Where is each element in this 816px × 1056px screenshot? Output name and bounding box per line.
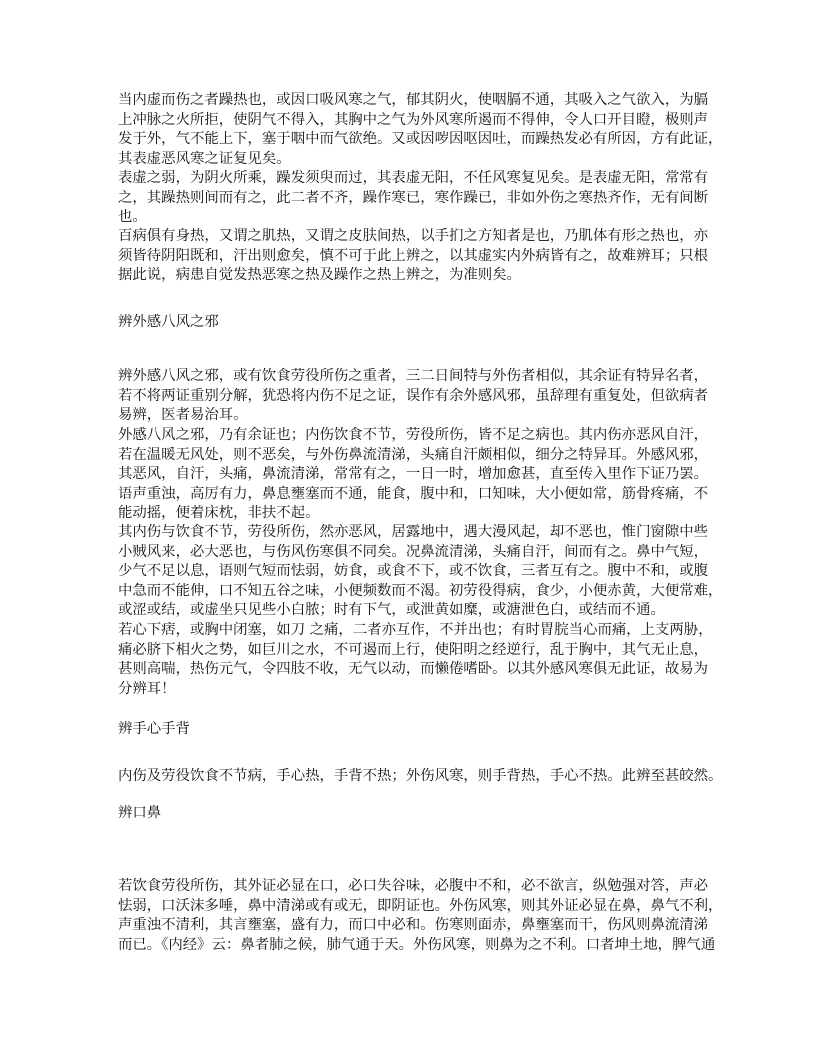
text-line: 内伤及劳役饮食不节病，手心热，手背不热；外伤风寒，则手背热，手心不热。此辨至甚皎然。: [118, 768, 723, 784]
paragraph: [118, 426, 709, 524]
text-line: 其恶风，自汗，头痛，鼻流清涕，常常有之，一日一时，增加愈甚，直至传入里作下证乃罢。: [118, 466, 709, 482]
paragraph: [118, 367, 709, 426]
text-line: 小贼风来，必大恶也，与伤风伤寒俱不同矣。况鼻流清涕，头痛自汗，间而有之。鼻中气短，: [118, 543, 709, 560]
text-line: 据此说，病患自觉发热恶寒之热及躁作之热上辨之，为准则矣。: [118, 267, 521, 283]
text-line: 或涩或结，或虚坐只见些小白脓；时有下气，或泄黄如糜，或溏泄色白，或结而不通。: [118, 602, 665, 618]
paragraph: [118, 767, 723, 787]
text-line: 易辨，医者易治耳。: [118, 407, 248, 423]
text-line: 表虚之弱，为阴火所乘，躁发须臾而过，其表虚无阳，不任风寒复见矣。是表虚无阳，常常有: [118, 170, 709, 186]
text-line: 若不将两证重别分解，犹恐将内伤不足之证，误作有余外感风邪，虽辞理有重复处，但欲病者: [118, 387, 709, 404]
paragraph: [118, 169, 709, 228]
text-line: 能动摇，便着床枕，非扶不起。: [118, 505, 320, 521]
paragraph: [118, 227, 709, 286]
section-heading: 辨口鼻: [118, 805, 162, 821]
text-line: 语声重浊，高厉有力，鼻息壅塞而不通，能食，腹中和，口知味，大小便如常，筋骨疼痛，不: [118, 485, 709, 502]
text-line: 百病俱有身热，又谓之肌热，又谓之皮肤间热，以手扪之方知者是也，乃肌体有形之热也，亦: [118, 228, 709, 244]
paragraph: [118, 523, 723, 621]
text-line: 分辨耳！: [118, 680, 176, 697]
text-line: 怯弱，口沃沫多唾，鼻中清涕或有或无，即阴证也。外伤风寒，则其外证必显在鼻，鼻气不利，: [118, 897, 723, 914]
text-line: 而已。《内经》云：鼻者肺之候，肺气通于天。外伤风寒，则鼻为之不利。口者坤土地，脾气通: [118, 936, 716, 953]
text-line: 少气不足以息，语则气短而怯弱，妨食，或食不下，或不饮食，三者互有之。腹中不和，或腹: [118, 563, 709, 579]
paragraph: [118, 621, 713, 699]
text-line: 也。: [118, 209, 147, 225]
text-line: 当内虚而伤之者躁热也，或因口吸风寒之气，郁其阴火，使咽膈不通，其吸入之气欲入，为膈: [118, 92, 709, 108]
paragraph: [118, 91, 723, 169]
text-line: 若饮食劳役所伤，其外证必显在口，必口失谷味，必腹中不和，必不欲言，纵勉强对答，声必: [118, 878, 709, 894]
section-heading: 辨手心手背: [118, 721, 190, 737]
text-line: 甚则高喘，热伤元气，令四肢不收，无气以动，而懒倦嗜卧。以其外感风寒俱无此证，故易为: [118, 661, 709, 677]
section-heading: 辨外感八风之邪: [118, 314, 219, 330]
text-line: 其表虚恶风寒之证复见矣。: [118, 150, 291, 167]
text-line: 中急而不能伸，口不知五谷之味，小便频数而不渴。初劳役得病，食少，小便赤黄，大便常难，: [118, 582, 723, 599]
text-line: 之，其躁热则间而有之，此二者不齐，躁作寒已，寒作躁已，非如外伤之寒热齐作，无有间断: [118, 189, 709, 206]
text-line: 须皆待阴阳既和，汗出则愈矣，慎不可于此上辨之，以其虚实内外病皆有之，故难辨耳；只根: [118, 247, 709, 264]
text-line: 外感八风之邪，乃有余证也；内伤饮食不节，劳役所伤，皆不足之病也。其内伤亦恶风自汗，: [118, 427, 709, 443]
paragraph: [118, 877, 723, 955]
text-line: 若在温暖无风处，则不恶矣，与外伤鼻流清涕，头痛自汗颇相似，细分之特异耳。外感风邪，: [118, 446, 709, 463]
text-line: 若心下痞，或胸中闭塞，如刀 之痛，二者亦互作，不并出也；有时胃脘当心而痛，上支两胁，: [118, 622, 713, 638]
text-line: 其内伤与饮食不节，劳役所伤，然亦恶风，居露地中，遇大漫风起，却不恶也，惟门窗隙中些: [118, 524, 709, 540]
text-line: 发于外，气不能上下，塞于咽中而气欲绝。又或因哕因呕因吐，而躁热发必有所因，方有此证，: [118, 131, 723, 147]
text-line: 辨外感八风之邪，或有饮食劳役所伤之重者，三二日间特与外伤者相似，其余证有特异名者，: [118, 368, 709, 384]
text-line: 声重浊不清利，其言壅塞，盛有力，而口中必和。伤寒则面赤，鼻壅塞而干，伤风则鼻流清涕: [118, 917, 709, 933]
text-line: 上冲脉之火所拒，使阴气不得入，其胸中之气为外风寒所遏而不得伸，令人口开目瞪，极则声: [118, 111, 709, 128]
text-line: 痛必脐下相火之势，如巨川之水，不可遏而上行，使阳明之经逆行，乱于胸中，其气无止息，: [118, 641, 709, 658]
